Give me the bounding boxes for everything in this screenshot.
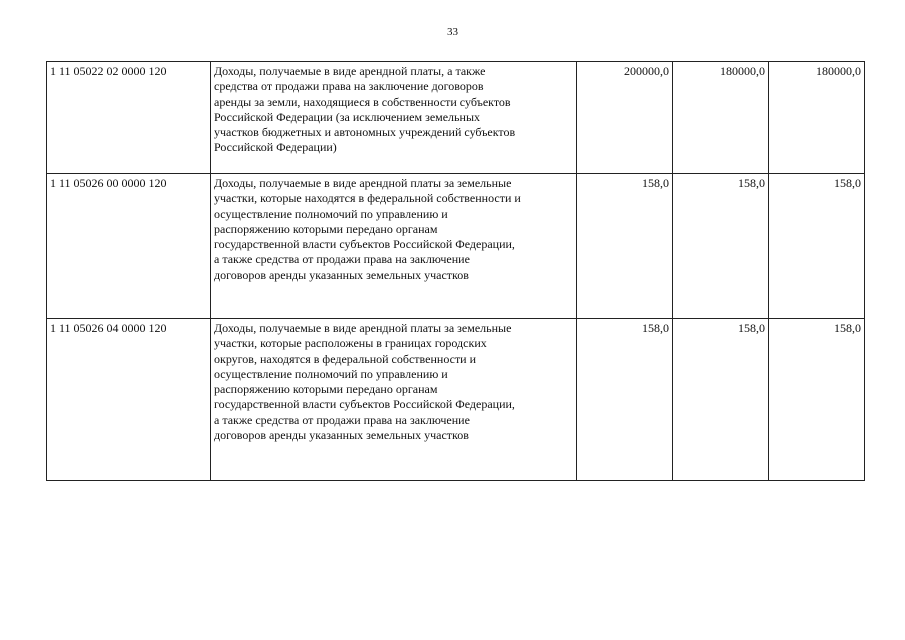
table-row <box>47 319 865 481</box>
budget-code-cell: 1 11 05022 02 0000 120 <box>47 62 211 174</box>
amount-cell-year-2: 158,0 <box>673 174 769 319</box>
amount-cell-year-3: 158,0 <box>769 319 865 481</box>
description-text: Доходы, получаемые в виде арендной платы за земельные участки, которые находятся в федеральной собственности и осуществление полномочий по управлению и распоряжению которыми передано органам государственной власти субъектов Российской Федерации, а также средства от продажи права на заключение договоров аренды указанных земельных участков <box>214 176 521 282</box>
amount-cell-year-2: 158,0 <box>673 319 769 481</box>
amount-cell-year-1: 158,0 <box>577 319 673 481</box>
amount-cell-year-2: 180000,0 <box>673 62 769 174</box>
description-cell <box>211 62 577 174</box>
amount-cell-year-3: 158,0 <box>769 174 865 319</box>
table-row <box>47 174 865 319</box>
revenue-table <box>46 61 865 481</box>
description-cell <box>211 174 577 319</box>
budget-code-cell: 1 11 05026 04 0000 120 <box>47 319 211 481</box>
budget-code-cell: 1 11 05026 00 0000 120 <box>47 174 211 319</box>
page-number: 33 <box>447 26 458 38</box>
amount-cell-year-1: 200000,0 <box>577 62 673 174</box>
description-text: Доходы, получаемые в виде арендной платы, а также средства от продажи права на заключение договоров аренды за земли, находящиеся в собственности субъектов Российской Федерации (за исключением земельных участков бюджетных и автономных учреждений субъектов Российской Федерации) <box>214 64 516 155</box>
description-text: Доходы, получаемые в виде арендной платы за земельные участки, которые расположены в границах городских округов, находятся в федеральной собственности и осуществление полномочий по управлению и распоряжению которыми передано органам государственной власти субъектов Российской Федерации, а также средства от продажи права на заключение договоров аренды указанных земельных участков <box>214 321 515 443</box>
amount-cell-year-1: 158,0 <box>577 174 673 319</box>
amount-cell-year-3: 180000,0 <box>769 62 865 174</box>
table-row <box>47 62 865 174</box>
description-cell <box>211 319 577 481</box>
